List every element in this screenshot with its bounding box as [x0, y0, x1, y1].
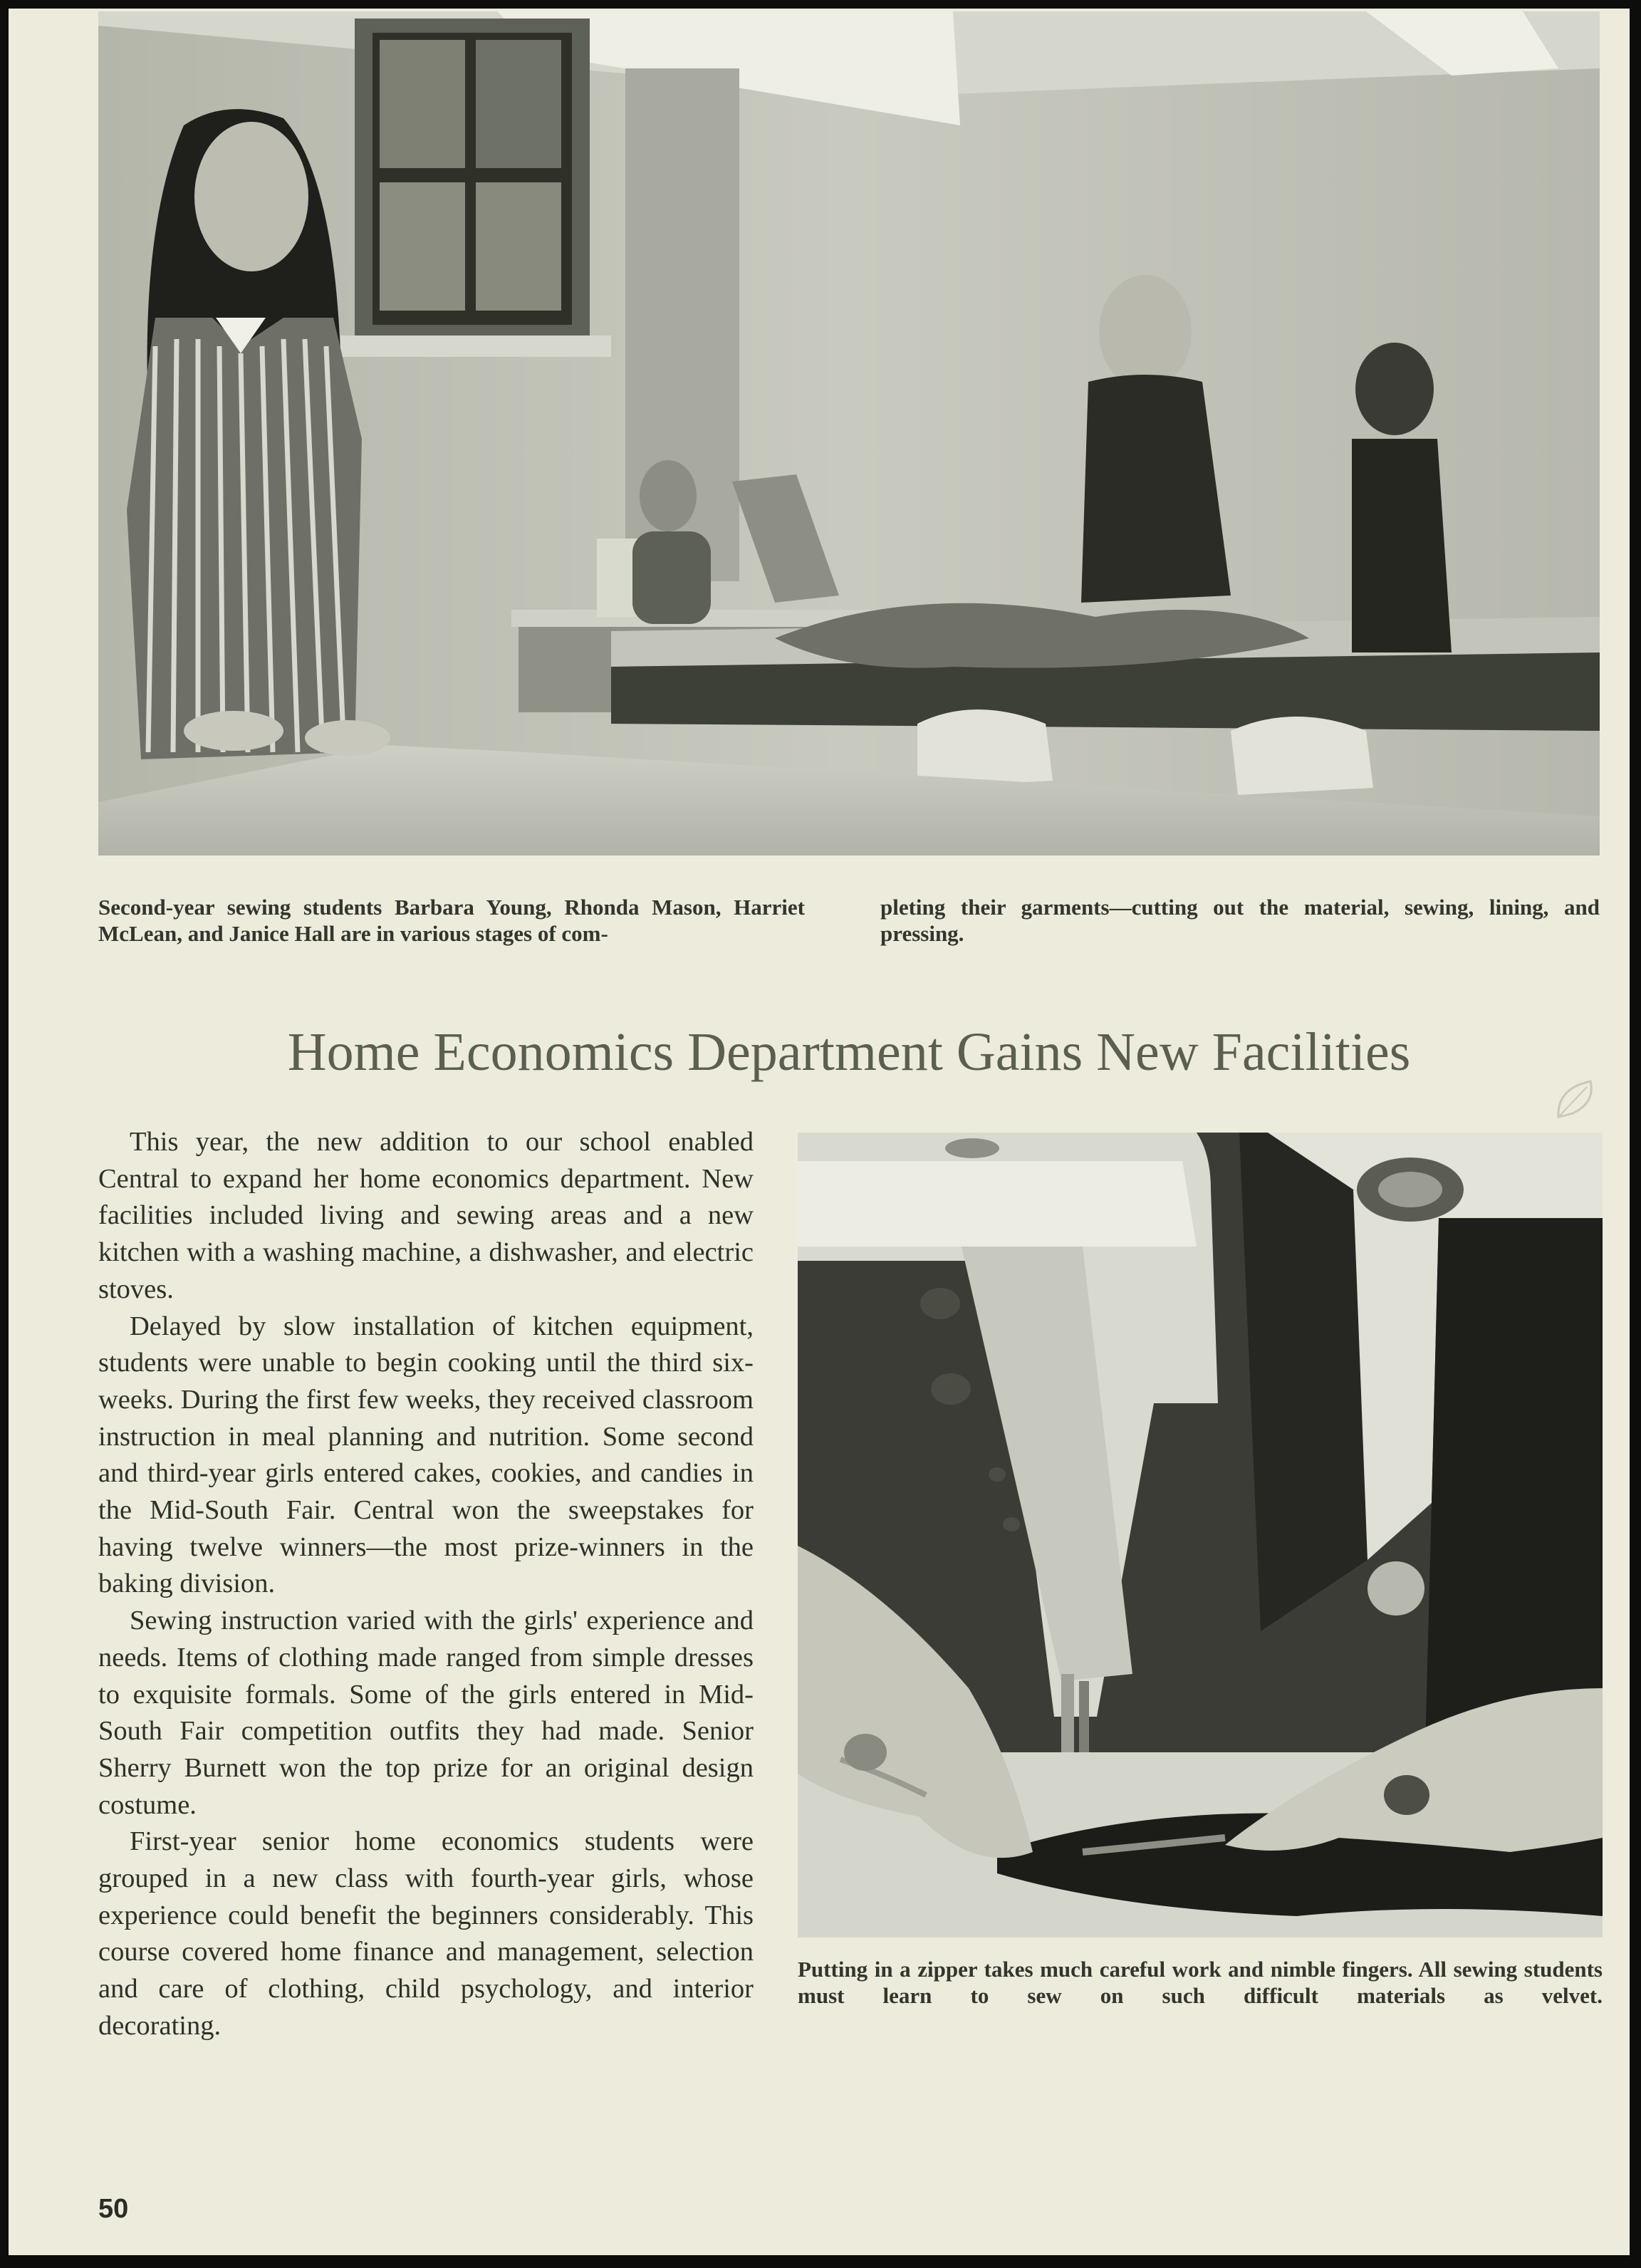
- article-paragraph: This year, the new addition to our school enabled Central to expand her home economics department. New facilities included living and sewing areas and a new kitchen with a washing machine, a dishwasher, and electric stoves.: [98, 1127, 754, 1304]
- article-paragraph: First-year senior home economics students were grouped in a new class with fourth-year girls, whose experience could benefit the beginners considerably. This course covered home finance and management, selection and care of clothing, child psychology, and interior decorating.: [98, 1826, 754, 2041]
- top-photo-caption-left: Second-year sewing students Barbara Young, Rhonda Mason, Harriet McLean, and Janice Hall are in various stages of com-: [98, 895, 805, 946]
- article-body: [98, 1124, 754, 2045]
- article-paragraph: Sewing instruction varied with the girls' experience and needs. Items of clothing made ranged from simple dresses to exquisite formals. Some of the girls entered in Mid-South Fair competition outfits they had made. Senior Sherry Burnett won the top prize for an original design costume.: [98, 1606, 754, 1820]
- page-number: 50: [98, 2194, 129, 2224]
- sewing-machine-photo: [798, 1133, 1603, 1937]
- top-photo-caption-right: pleting their garments—cutting out the material, sewing, lining, and pressing.: [880, 895, 1600, 946]
- leaf-icon: [1551, 1074, 1601, 1124]
- yearbook-page: [9, 9, 1630, 2255]
- page-headline: Home Economics Department Gains New Facilities: [287, 1022, 1411, 1082]
- article-paragraph: Delayed by slow installation of kitchen equipment, students were unable to begin cooking until the third six-weeks. During the first few weeks, they received classroom instruction in meal planning and nutrition. Some second and third-year girls entered cakes, cookies, and candies in the Mid-South Fair. Central won the sweepstakes for having twelve winners—the most prize-winners in the baking division.: [98, 1311, 754, 1599]
- side-photo-caption: Putting in a zipper takes much careful work and nimble fingers. All sewing students must learn to sew on such difficult materials as velvet.: [798, 1957, 1603, 2008]
- sewing-classroom-photo: [98, 11, 1600, 855]
